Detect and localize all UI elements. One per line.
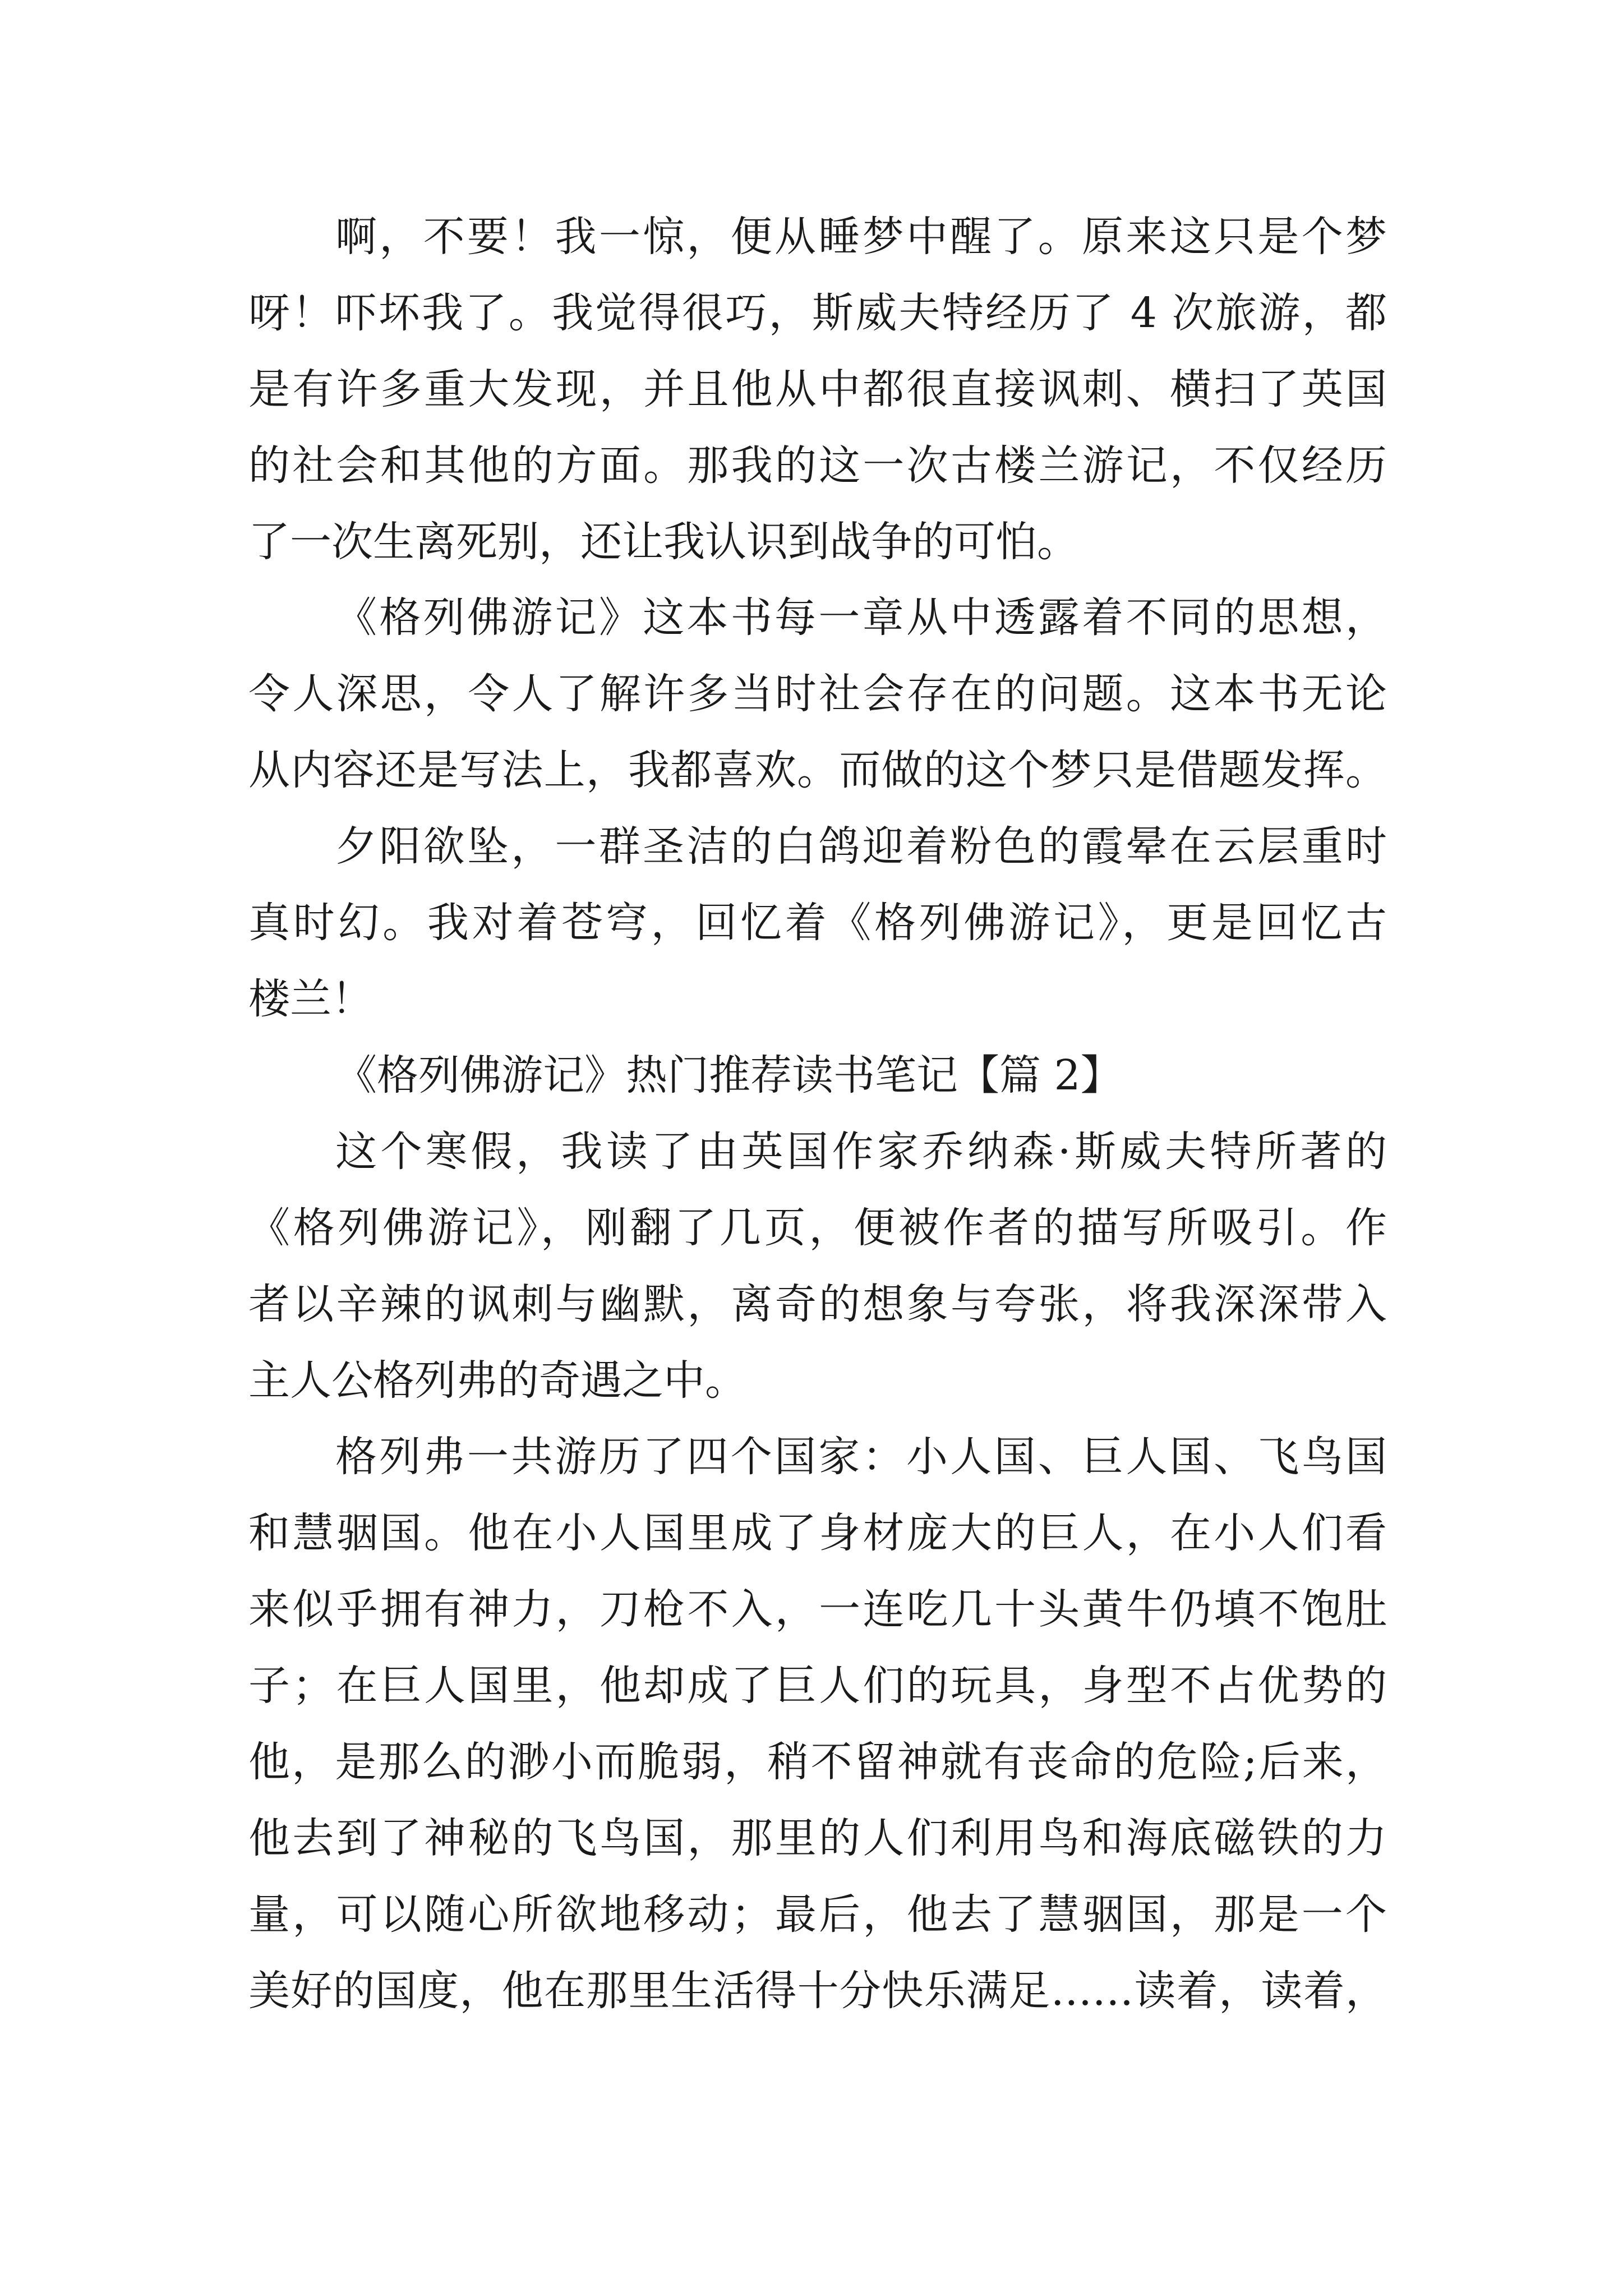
paragraph-line: 格列弗一共游历了四个国家：小人国、巨人国、飞鸟国 — [335, 1433, 1387, 1481]
paragraph-line: 《格列佛游记》这本书每一章从中透露着不同的思想， — [335, 593, 1387, 642]
paragraph-line: 他去到了神秘的飞鸟国，那里的人们利用鸟和海底磁铁的力 — [248, 1814, 1387, 1862]
paragraph-line: 这个寒假，我读了由英国作家乔纳森·斯威夫特所著的 — [335, 1128, 1387, 1176]
paragraph-line: 真时幻。我对着苍穹，回忆着《格列佛游记》，更是回忆古 — [248, 899, 1387, 947]
paragraph-line: 楼兰！ — [248, 975, 373, 1023]
paragraph-line: 了一次生离死别，还让我认识到战争的可怕。 — [248, 518, 1078, 566]
paragraph-line: 子；在巨人国里，他却成了巨人们的玩具，身型不占优势的 — [248, 1662, 1387, 1710]
paragraph-line: 的社会和其他的方面。那我的这一次古楼兰游记，不仅经历 — [248, 441, 1387, 490]
paragraph-line: 来似乎拥有神力，刀枪不入，一连吃几十头黄牛仍填不饱肚 — [248, 1585, 1387, 1634]
section-heading: 《格列佛游记》热门推荐读书笔记【篇 2】 — [335, 1051, 1122, 1099]
paragraph-line: 夕阳欲坠，一群圣洁的白鸽迎着粉色的霞晕在云层重时 — [335, 822, 1387, 871]
paragraph-line: 量，可以随心所欲地移动；最后，他去了慧骃国，那是一个 — [248, 1890, 1387, 1939]
paragraph-line: 令人深思，令人了解许多当时社会存在的问题。这本书无论 — [248, 670, 1387, 718]
paragraph-line: 呀！吓坏我了。我觉得很巧，斯威夫特经历了 4 次旅游，都 — [248, 289, 1387, 337]
paragraph-line: 和慧骃国。他在小人国里成了身材庞大的巨人，在小人们看 — [248, 1509, 1387, 1557]
paragraph-line: 啊，不要！我一惊，便从睡梦中醒了。原来这只是个梦 — [335, 213, 1387, 261]
paragraph-line: 他，是那么的渺小而脆弱，稍不留神就有丧命的危险;后来， — [248, 1738, 1387, 1786]
paragraph-line: 主人公格列弗的奇遇之中。 — [248, 1356, 746, 1405]
paragraph-line: 者以辛辣的讽刺与幽默，离奇的想象与夸张，将我深深带入 — [248, 1280, 1387, 1328]
paragraph-line: 美好的国度，他在那里生活得十分快乐满足……读着，读着， — [248, 1967, 1387, 2015]
paragraph-line: 是有许多重大发现，并且他从中都很直接讽刺、横扫了英国 — [248, 365, 1387, 413]
paragraph-line: 从内容还是写法上，我都喜欢。而做的这个梦只是借题发挥。 — [248, 746, 1387, 794]
paragraph-line: 《格列佛游记》，刚翻了几页，便被作者的描写所吸引。作 — [248, 1204, 1387, 1252]
